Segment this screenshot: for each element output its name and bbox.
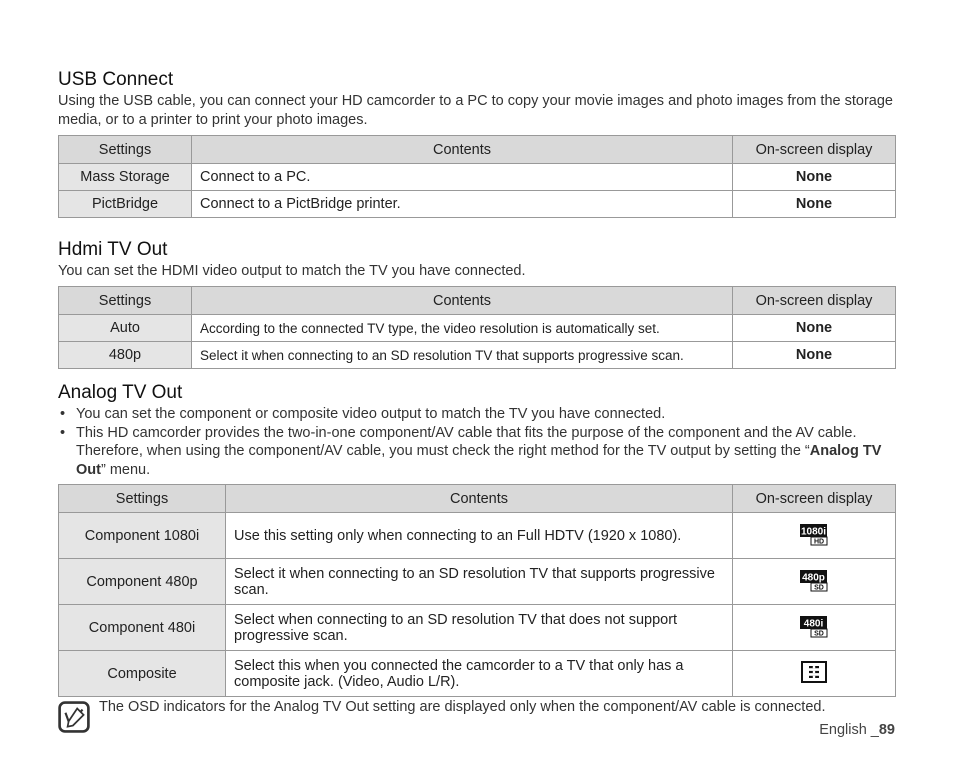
setting-cell: Component 480i (59, 605, 226, 651)
contents-cell: According to the connected TV type, the video resolution is automatically set. (192, 315, 733, 342)
analog-tv-out-section (58, 381, 895, 697)
table-row (59, 559, 896, 605)
table-row (59, 191, 896, 218)
table-row (59, 651, 896, 697)
contents-cell: Connect to a PC. (192, 164, 733, 191)
analog-tv-out-table (58, 484, 896, 697)
contents-cell: Select when connecting to an SD resolution TV that does not support progressive scan. (226, 605, 733, 651)
osd-cell (733, 513, 896, 559)
contents-cell: Connect to a PictBridge printer. (192, 191, 733, 218)
svg-text:480i: 480i (803, 618, 824, 629)
svg-text:1080i: 1080i (800, 526, 827, 537)
setting-cell: Composite (59, 651, 226, 697)
bullet-text-pre: This HD camcorder provides the two-in-one component/AV cable that fits the purpose of the component and the AV cable. Therefore, when using the component/AV cable, you must check the right method for the TV output by setting the “ (76, 424, 857, 459)
hdmi-tv-out-table (58, 286, 896, 369)
setting-cell: Auto (59, 315, 192, 342)
note-pencil-icon (58, 701, 90, 733)
setting-cell: PictBridge (59, 191, 192, 218)
setting-cell: Component 1080i (59, 513, 226, 559)
header-settings: Settings (59, 136, 192, 164)
usb-connect-table (58, 135, 896, 218)
usb-connect-title: USB Connect (58, 69, 174, 90)
header-osd: On-screen display (733, 287, 896, 315)
header-settings: Settings (59, 287, 192, 315)
svg-text:SD: SD (814, 630, 824, 637)
480p-sd-icon (799, 567, 829, 593)
osd-cell (733, 559, 896, 605)
table-row (59, 342, 896, 369)
osd-cell: None (733, 164, 896, 191)
svg-text:SD: SD (814, 584, 824, 591)
setting-cell: Component 480p (59, 559, 226, 605)
analog-tv-out-title: Analog TV Out (58, 382, 183, 403)
header-contents: Contents (226, 485, 733, 513)
svg-text:480p: 480p (802, 572, 825, 583)
bullet-text-post: ” menu. (100, 461, 151, 478)
table-row (59, 164, 896, 191)
osd-cell (733, 605, 896, 651)
hdmi-tv-out-intro: You can set the HDMI video output to match the TV you have connected. (58, 263, 526, 279)
footer-language: English _ (819, 722, 879, 738)
hdmi-tv-out-title: Hdmi TV Out (58, 239, 168, 260)
contents-cell: Use this setting only when connecting to an Full HDTV (1920 x 1080). (226, 513, 733, 559)
usb-connect-intro: Using the USB cable, you can connect your HD camcorder to a PC to copy your movie images and photo images from the storage media, or to a printer to print your photo images. (58, 93, 893, 128)
table-header-row (59, 287, 896, 315)
table-row (59, 605, 896, 651)
svg-text:HD: HD (813, 538, 825, 545)
note-text: The OSD indicators for the Analog TV Out setting are displayed only when the component/AV cable is connected. (99, 699, 826, 715)
table-header-row (59, 485, 896, 513)
page-content (58, 68, 895, 697)
header-osd: On-screen display (733, 485, 896, 513)
page-number: 89 (878, 722, 895, 738)
1080i-hd-icon (799, 521, 829, 547)
osd-cell: None (733, 315, 896, 342)
usb-connect-section (58, 68, 895, 218)
hdmi-tv-out-section (58, 238, 895, 369)
contents-cell: Select this when you connected the camcorder to a TV that only has a composite jack. (Video, Audio L/R). (226, 651, 733, 697)
setting-cell: Mass Storage (59, 164, 192, 191)
table-row (59, 315, 896, 342)
bullet-item: • You can set the component or composite video output to match the TV you have connected. (58, 405, 895, 424)
bullet-text-bold: Analog TV Out (76, 443, 882, 478)
page-footer (819, 722, 895, 738)
header-osd: On-screen display (733, 136, 896, 164)
osd-cell: None (733, 342, 896, 369)
contents-cell: Select it when connecting to an SD resolution TV that supports progressive scan. (226, 559, 733, 605)
header-contents: Contents (192, 136, 733, 164)
480i-sd-icon (799, 613, 829, 639)
setting-cell: 480p (59, 342, 192, 369)
osd-cell (733, 651, 896, 697)
bullet-item (58, 424, 895, 480)
osd-cell: None (733, 191, 896, 218)
contents-cell: Select it when connecting to an SD resolution TV that supports progressive scan. (192, 342, 733, 369)
analog-tv-out-bullets (58, 405, 895, 479)
composite-icon (800, 660, 828, 684)
table-row (59, 513, 896, 559)
header-contents: Contents (192, 287, 733, 315)
header-settings: Settings (59, 485, 226, 513)
table-header-row (59, 136, 896, 164)
